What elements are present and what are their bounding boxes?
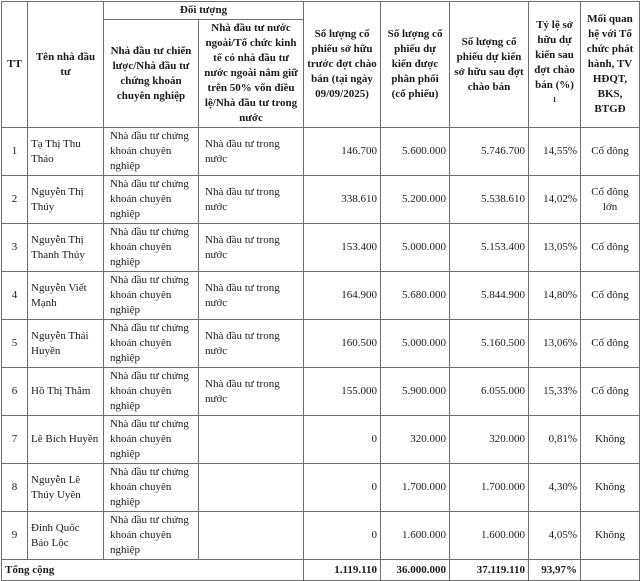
header-foreign-investor: Nhà đầu tư nước ngoài/Tổ chức kinh tế có nhà đầu tư nước ngoài nắm giữ trên 50% vốn điều lệ/Nhà đầu tư trong nước [199,20,304,128]
header-group: Đối tượng [104,2,304,20]
shares-before-cell: 153.400 [304,224,381,272]
total-label: Tổng cộng [2,560,304,581]
shares-expected-cell: 5.680.000 [381,272,450,320]
investor-name-cell: Đinh Quốc Bảo Lộc [28,512,104,560]
shares-expected-cell: 5.000.000 [381,224,450,272]
header-strategic-investor: Nhà đầu tư chiến lược/Nhà đầu tư chứng khoán chuyên nghiệp [104,20,199,128]
shares-after-cell: 320.000 [450,416,529,464]
total-before: 1.119.110 [304,560,381,581]
shares-expected-cell: 5.900.000 [381,368,450,416]
relation-cell: Không [581,416,640,464]
row-number-cell: 2 [2,176,28,224]
table-row [2,416,640,464]
shares-before-cell: 338.610 [304,176,381,224]
shares-before-cell: 0 [304,512,381,560]
strategic-type-cell: Nhà đầu tư chứng khoán chuyên nghiệp [104,416,199,464]
total-relation [581,560,640,581]
investor-rows [2,128,640,560]
table-row [2,128,640,176]
row-number-cell: 7 [2,416,28,464]
ownership-ratio-cell: 15,33% [529,368,581,416]
row-number-cell: 5 [2,320,28,368]
table-row [2,176,640,224]
strategic-type-cell: Nhà đầu tư chứng khoán chuyên nghiệp [104,128,199,176]
table-row [2,512,640,560]
strategic-type-cell: Nhà đầu tư chứng khoán chuyên nghiệp [104,320,199,368]
table-row [2,224,640,272]
shares-expected-cell: 5.200.000 [381,176,450,224]
ownership-ratio-cell: 0,81% [529,416,581,464]
ownership-ratio-cell: 14,80% [529,272,581,320]
ownership-ratio-cell: 14,55% [529,128,581,176]
shares-before-cell: 146.700 [304,128,381,176]
table-row [2,464,640,512]
investor-origin-cell [199,464,304,512]
strategic-type-cell: Nhà đầu tư chứng khoán chuyên nghiệp [104,176,199,224]
relation-cell: Cổ đông [581,224,640,272]
shares-expected-cell: 5.600.000 [381,128,450,176]
shares-after-cell: 1.600.000 [450,512,529,560]
total-row [2,560,640,581]
ownership-ratio-cell: 13,06% [529,320,581,368]
investor-origin-cell: Nhà đầu tư trong nước [199,368,304,416]
table-row [2,272,640,320]
investor-name-cell: Hồ Thị Thắm [28,368,104,416]
total-expected: 36.000.000 [381,560,450,581]
shares-after-cell: 5.538.610 [450,176,529,224]
row-number-cell: 1 [2,128,28,176]
shares-before-cell: 0 [304,464,381,512]
shares-before-cell: 164.900 [304,272,381,320]
row-number-cell: 8 [2,464,28,512]
investor-origin-cell: Nhà đầu tư trong nước [199,272,304,320]
shares-after-cell: 5.746.700 [450,128,529,176]
header-relation: Mối quan hệ với Tổ chức phát hành, TV HĐQT, BKS, BTGĐ [581,2,640,128]
shares-expected-cell: 1.600.000 [381,512,450,560]
investor-origin-cell: Nhà đầu tư trong nước [199,176,304,224]
investor-name-cell: Tạ Thị Thu Thảo [28,128,104,176]
strategic-type-cell: Nhà đầu tư chứng khoán chuyên nghiệp [104,512,199,560]
ownership-ratio-cell: 13,05% [529,224,581,272]
row-number-cell: 6 [2,368,28,416]
total-after: 37.119.110 [450,560,529,581]
investor-name-cell: Nguyễn Thị Thúy [28,176,104,224]
relation-cell: Không [581,464,640,512]
row-number-cell: 3 [2,224,28,272]
relation-cell: Cổ đông [581,368,640,416]
relation-cell: Cổ đông [581,128,640,176]
shares-after-cell: 5.844.900 [450,272,529,320]
shares-before-cell: 155.000 [304,368,381,416]
investor-origin-cell: Nhà đầu tư trong nước [199,320,304,368]
shares-before-cell: 160.500 [304,320,381,368]
total-ratio: 93,97% [529,560,581,581]
investor-origin-cell [199,512,304,560]
shares-after-cell: 1.700.000 [450,464,529,512]
shares-expected-cell: 1.700.000 [381,464,450,512]
shares-after-cell: 5.153.400 [450,224,529,272]
shares-after-cell: 5.160.500 [450,320,529,368]
investor-name-cell: Nguyễn Thị Thanh Thủy [28,224,104,272]
row-number-cell: 4 [2,272,28,320]
relation-cell: Không [581,512,640,560]
header-tt: TT [2,2,28,128]
header-shares-expected: Số lượng cổ phiếu dự kiến được phân phối (cổ phiếu) [381,2,450,128]
table-row [2,368,640,416]
shares-expected-cell: 320.000 [381,416,450,464]
shares-before-cell: 0 [304,416,381,464]
strategic-type-cell: Nhà đầu tư chứng khoán chuyên nghiệp [104,224,199,272]
header-shares-before: Số lượng cổ phiếu sở hữu trước đợt chào bán (tại ngày 09/09/2025) [304,2,381,128]
investor-name-cell: Nguyễn Viết Mạnh [28,272,104,320]
strategic-type-cell: Nhà đầu tư chứng khoán chuyên nghiệp [104,464,199,512]
header-shares-after: Số lượng cổ phiếu dự kiến sở hữu sau đợt chào bán [450,2,529,128]
ownership-ratio-cell: 4,30% [529,464,581,512]
shares-expected-cell: 5.000.000 [381,320,450,368]
investor-origin-cell: Nhà đầu tư trong nước [199,128,304,176]
strategic-type-cell: Nhà đầu tư chứng khoán chuyên nghiệp [104,272,199,320]
ownership-ratio-cell: 4,05% [529,512,581,560]
investor-origin-cell: Nhà đầu tư trong nước [199,224,304,272]
investor-name-cell: Nguyễn Thái Huyền [28,320,104,368]
relation-cell: Cổ đông [581,320,640,368]
relation-cell: Cổ đông [581,272,640,320]
investor-table [1,1,640,581]
relation-cell: Cổ đông lớn [581,176,640,224]
row-number-cell: 9 [2,512,28,560]
strategic-type-cell: Nhà đầu tư chứng khoán chuyên nghiệp [104,368,199,416]
table-row [2,320,640,368]
shares-after-cell: 6.055.000 [450,368,529,416]
investor-origin-cell [199,416,304,464]
header-ownership-ratio: Tỷ lệ sở hữu dự kiến sau đợt chào bán (%) $^1$ [529,2,581,128]
investor-name-cell: Lê Bích Huyền [28,416,104,464]
investor-name-cell: Nguyễn Lê Thúy Uyên [28,464,104,512]
ownership-ratio-cell: 14,02% [529,176,581,224]
header-investor-name: Tên nhà đầu tư [28,2,104,128]
